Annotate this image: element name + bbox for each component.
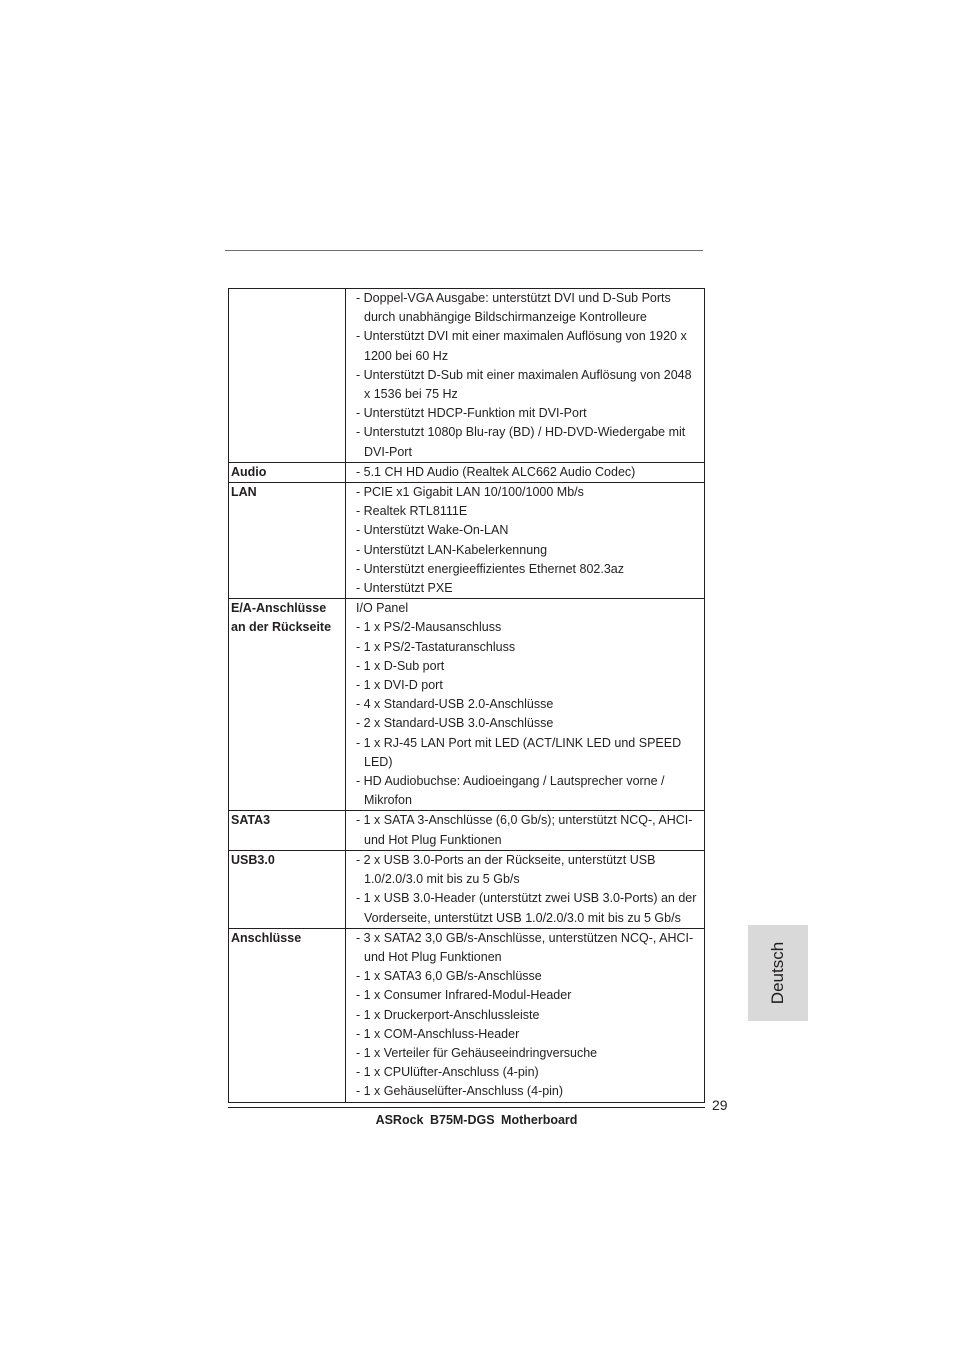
spec-line: Mikrofon	[364, 793, 412, 808]
spec-line: 1200 bei 60 Hz	[364, 348, 449, 363]
spec-line: x 1536 bei 75 Hz	[364, 387, 458, 402]
page-number: 29	[712, 1097, 728, 1113]
spec-line: und Hot Plug Funktionen	[364, 832, 502, 847]
spec-label: USB3.0	[229, 850, 346, 928]
spec-content	[346, 850, 705, 928]
spec-line: - 5.1 CH HD Audio (Realtek ALC662 Audio Codec)	[356, 464, 636, 479]
spec-line: - 1 x Consumer Infrared-Modul-Header	[356, 988, 572, 1003]
spec-line: - 1 x Verteiler für Gehäuseeindringversuche	[356, 1045, 598, 1060]
spec-label: Anschlüsse	[229, 928, 346, 1102]
spec-line: - HD Audiobuchse: Audioeingang / Lautsprecher vorne /	[356, 774, 665, 789]
spec-line: LED)	[364, 754, 393, 769]
spec-line: - Realtek RTL8111E	[356, 504, 468, 519]
spec-row	[229, 289, 705, 463]
spec-line: - 2 x Standard-USB 3.0-Anschlüsse	[356, 716, 554, 731]
spec-line: - 1 x USB 3.0-Header (unterstützt zwei USB 3.0-Ports) an der	[356, 891, 697, 906]
spec-line: - Unterstützt HDCP-Funktion mit DVI-Port	[356, 406, 587, 421]
spec-line: - 1 x RJ-45 LAN Port mit LED (ACT/LINK LED und SPEED	[356, 735, 682, 750]
spec-table	[228, 288, 705, 1103]
spec-content	[346, 811, 705, 850]
spec-line: - Unterstützt PXE	[356, 581, 453, 596]
spec-line: - Unterstützt LAN-Kabelerkennung	[356, 542, 548, 557]
spec-line: und Hot Plug Funktionen	[364, 949, 502, 964]
spec-line: - 1 x PS/2-Tastaturanschluss	[356, 639, 516, 654]
spec-line: - 3 x SATA2 3,0 GB/s-Anschlüsse, unterstützen NCQ-, AHCI-	[356, 930, 694, 945]
spec-line: - PCIE x1 Gigabit LAN 10/100/1000 Mb/s	[356, 485, 584, 500]
spec-line: - 1 x Gehäuselüfter-Anschluss (4-pin)	[356, 1084, 564, 1099]
spec-line: - Unterstutzt 1080p Blu-ray (BD) / HD-DVD-Wiedergabe mit	[356, 425, 686, 440]
spec-line: - 1 x SATA3 6,0 GB/s-Anschlüsse	[356, 969, 542, 984]
spec-line: I/O Panel	[356, 601, 409, 616]
spec-line: durch unabhängige Bildschirmanzeige Kontrolleure	[364, 310, 647, 325]
spec-label: LAN	[229, 483, 346, 599]
spec-line: - 1 x SATA 3-Anschlüsse (6,0 Gb/s); unterstützt NCQ-, AHCI-	[356, 813, 693, 828]
spec-line: 1.0/2.0/3.0 mit bis zu 5 Gb/s	[364, 872, 520, 887]
spec-table-body	[229, 289, 705, 1103]
spec-line: - 1 x D-Sub port	[356, 658, 445, 673]
spec-line: - Unterstützt energieeffizientes Ethernet 802.3az	[356, 561, 624, 576]
spec-row	[229, 599, 705, 811]
spec-line: - 1 x PS/2-Mausanschluss	[356, 620, 502, 635]
spec-row	[229, 811, 705, 850]
spec-line: Vorderseite, unterstützt USB 1.0/2.0/3.0 mit bis zu 5 Gb/s	[364, 910, 681, 925]
spec-line: - 1 x Druckerport-Anschlussleiste	[356, 1007, 540, 1022]
spec-line: - Doppel-VGA Ausgabe: unterstützt DVI und D-Sub Ports	[356, 291, 671, 305]
spec-line: - 4 x Standard-USB 2.0-Anschlüsse	[356, 697, 554, 712]
spec-line: - 1 x CPUlüfter-Anschluss (4-pin)	[356, 1065, 539, 1080]
language-tab-label: Deutsch	[768, 941, 787, 1005]
spec-row	[229, 483, 705, 599]
header-rule	[225, 250, 703, 251]
spec-line: - Unterstützt DVI mit einer maximalen Auflösung von 1920 x	[356, 329, 687, 344]
footer-title: ASRock B75M-DGS Motherboard	[375, 1113, 578, 1127]
spec-row	[229, 850, 705, 928]
spec-content	[346, 483, 705, 599]
spec-row	[229, 928, 705, 1102]
spec-content	[346, 599, 705, 811]
spec-label: E/A-Anschlüsse an der Rückseite	[229, 599, 346, 811]
spec-content	[346, 928, 705, 1102]
spec-line: DVI-Port	[364, 444, 412, 459]
spec-label: Audio	[229, 462, 346, 482]
language-tab	[748, 925, 808, 1021]
spec-content	[346, 462, 705, 482]
spec-label	[229, 289, 346, 463]
spec-line: - 1 x COM-Anschluss-Header	[356, 1026, 520, 1041]
spec-label: SATA3	[229, 811, 346, 850]
spec-row	[229, 462, 705, 482]
footer-rule	[228, 1107, 705, 1108]
spec-content	[346, 289, 705, 463]
spec-line: - Unterstützt Wake-On-LAN	[356, 523, 509, 538]
spec-line: - 2 x USB 3.0-Ports an der Rückseite, unterstützt USB	[356, 852, 656, 867]
spec-line: - 1 x DVI-D port	[356, 678, 443, 693]
spec-line: - Unterstützt D-Sub mit einer maximalen Auflösung von 2048	[356, 367, 692, 382]
